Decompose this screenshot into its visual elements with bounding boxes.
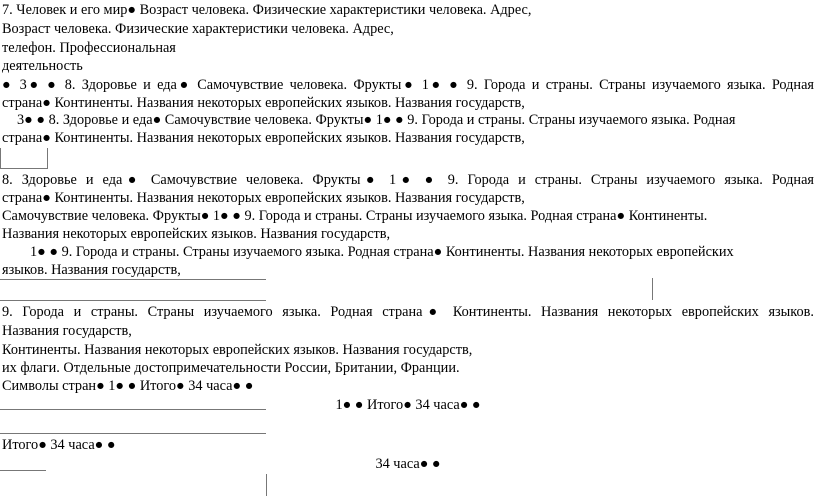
text-line-8: страна● Континенты. Названия некоторых европейских языков. Названия государств, [2,130,525,146]
text-line-15: 9. Города и страны. Страны изучаемого языка. Родная страна● Континенты. Названия некоторых европейских языков. [2,304,814,320]
text-line-11: Самочувствие человека. Фрукты● 1● ● 9. Города и страны. Страны изучаемого языка. Родная страна● Континенты. [2,208,708,224]
text-line-13: 1● ● 9. Города и страны. Страны изучаемого языка. Родная страна● Континенты. Названия некоторых европейских [30,244,734,260]
text-line-10: страна● Континенты. Названия некоторых европейских языков. Названия государств, [2,190,525,206]
hours-line-centered: 34 часа● ● [375,456,441,472]
text-line-9: 8. Здоровье и еда● Самочувствие человека. Фрукты● 1● ● 9. Города и страны. Страны изучаемого языка. Родная [2,172,814,188]
total-line-centered: 1● ● Итого● 34 часа● ● [335,397,481,413]
divider-line [0,433,266,434]
vertical-divider [652,278,653,300]
text-line-3: телефон. Профессиональная [2,40,176,56]
table-cell-frame [0,148,48,169]
text-line-19: Символы стран● 1● ● Итого● 34 часа● ● [2,378,254,394]
text-line-4: деятельность [2,58,83,74]
divider-line [0,300,266,301]
text-line-17: Континенты. Названия некоторых европейских языков. Названия государств, [2,342,473,358]
divider-line [0,279,266,280]
total-line-left: Итого● 34 часа● ● [2,437,116,453]
text-line-18: их флаги. Отдельные достопримечательности России, Британии, Франции. [2,360,460,376]
text-line-14: языков. Названия государств, [2,262,181,278]
text-line-2: Возраст человека. Физические характеристики человека. Адрес, [2,21,394,37]
vertical-divider [266,474,267,496]
text-line-12: Названия некоторых европейских языков. Названия государств, [2,226,391,242]
text-line-7: 3● ● 8. Здоровье и еда● Самочувствие человека. Фрукты● 1● ● 9. Города и страны. Страны изучаемого языка. Родная [17,112,736,128]
text-line-5: ● 3● ● 8. Здоровье и еда● Самочувствие человека. Фрукты● 1● ● 9. Города и страны. Страны изучаемого языка. Родная [2,77,814,93]
text-line-1: 7. Человек и его мир● Возраст человека. Физические характеристики человека. Адрес, [2,2,532,18]
text-line-16: Названия государств, [2,323,132,339]
text-line-6: страна● Континенты. Названия некоторых европейских языков. Названия государств, [2,95,525,111]
